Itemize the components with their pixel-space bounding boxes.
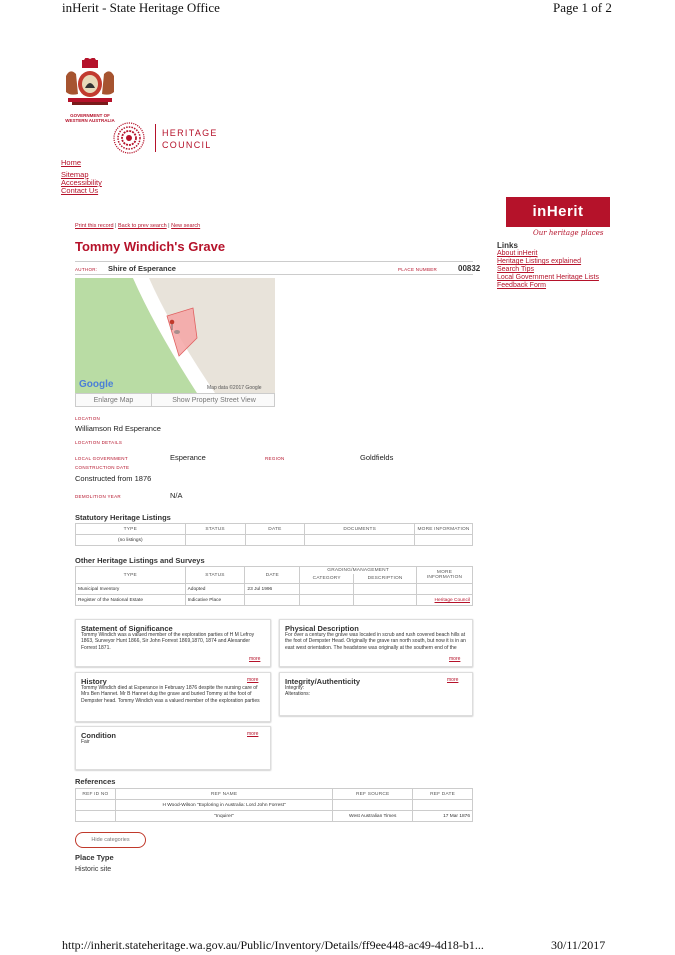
heritage-council-line1: HERITAGE	[162, 128, 218, 138]
location-value: Williamson Rd Esperance	[75, 424, 161, 433]
links-title: Links	[497, 241, 518, 250]
physical-title: Physical Description	[285, 624, 359, 633]
significance-more-link[interactable]: more	[249, 656, 261, 662]
ref-row-date	[413, 800, 473, 811]
heritage-council-divider	[155, 124, 156, 152]
other-row-description	[354, 584, 417, 595]
nav-contact-us[interactable]: Contact Us	[61, 186, 99, 195]
other-row-status: Indicative Place	[185, 595, 245, 606]
table-row	[76, 584, 473, 595]
enlarge-map-button[interactable]: Enlarge Map	[76, 394, 152, 407]
location-label: LOCATION	[75, 416, 101, 421]
other-row-date: 23 Jul 1996	[245, 584, 300, 595]
other-listings-table	[75, 566, 473, 606]
statutory-col-date: DATE	[245, 524, 305, 535]
author-label: AUTHOR:	[75, 267, 98, 272]
ref-col-date: REF DATE	[413, 789, 473, 800]
significance-title: Statement of Significance	[81, 624, 173, 633]
ref-row-id	[76, 800, 116, 811]
heritage-sunburst-icon	[105, 120, 151, 156]
ref-row-name: "Inquirer"	[115, 811, 332, 822]
ref-col-source: REF SOURCE	[333, 789, 413, 800]
integrity-card	[279, 672, 473, 716]
ref-row-source	[333, 800, 413, 811]
other-row-more	[417, 584, 473, 595]
place-number-value: 00832	[458, 264, 481, 273]
map-attribution[interactable]: Map data ©2017 Google	[207, 385, 262, 391]
other-col-category: CATEGORY	[300, 574, 354, 583]
physical-card	[279, 619, 473, 667]
table-row	[76, 800, 473, 811]
record-actions	[75, 223, 200, 229]
link-heritage-listings-explained[interactable]: Heritage Listings explained	[497, 258, 582, 266]
ref-col-id: REF ID NO	[76, 789, 116, 800]
heritage-council-line2: COUNCIL	[162, 140, 212, 150]
place-type-value: Historic site	[75, 866, 112, 873]
author-bar	[75, 261, 481, 275]
integrity-label: Integrity:	[285, 685, 305, 691]
construction-date-label: CONSTRUCTION DATE	[75, 465, 130, 470]
statutory-col-documents: DOCUMENTS	[305, 524, 415, 535]
history-text: Tommy Windich died at Esperance in February 1876 despite the nursing care of Mrs Ben Hannet. Mr B Hannet dug the grave and buried Tommy at the foot of Dempster head. Tommy Windich was a valued member of the exploration parties	[81, 685, 260, 704]
location-details-label: LOCATION DETAILS	[75, 440, 123, 445]
other-row-type: Register of the National Estate	[76, 595, 186, 606]
print-record-link[interactable]: Print this record	[75, 223, 114, 229]
alterations-label: Alterations:	[285, 691, 311, 698]
integrity-body	[285, 685, 467, 698]
ref-row-id	[76, 811, 116, 822]
physical-more-link[interactable]: more	[449, 656, 461, 662]
inherit-logo-tagline: Our heritage places	[533, 229, 604, 237]
map-panel[interactable]	[75, 278, 275, 393]
ref-row-name: H Wood-Wilson "Exploring in Australia: Lord John Forrest"	[115, 800, 332, 811]
region-value: Goldfields	[360, 453, 394, 462]
link-local-government-lists[interactable]: Local Government Heritage Lists	[497, 274, 599, 282]
action-separator: |	[168, 223, 170, 229]
statutory-col-more: MORE INFORMATION	[415, 524, 473, 535]
other-col-description: DESCRIPTION	[354, 574, 417, 583]
gov-logo-line1: GOVERNMENT OF	[70, 113, 110, 118]
other-col-status: STATUS	[185, 567, 245, 584]
integrity-more-link[interactable]: more	[447, 677, 459, 683]
print-footer-date: 30/11/2017	[551, 938, 606, 952]
other-col-more: MORE INFORMATION	[417, 567, 473, 584]
statutory-empty-cell: (no listings)	[76, 535, 186, 546]
history-more-link[interactable]: more	[247, 677, 259, 683]
ref-row-source: West Australian Times	[333, 811, 413, 822]
other-col-type: TYPE	[76, 567, 186, 584]
map-controls	[75, 393, 275, 407]
inherit-logo-name: inHerit	[532, 203, 584, 220]
condition-card	[75, 726, 271, 770]
statutory-col-type: TYPE	[76, 524, 186, 535]
back-to-search-link[interactable]: Back to prev search	[118, 223, 167, 229]
other-row-category	[300, 584, 354, 595]
heritage-council-link[interactable]: Heritage Council	[434, 597, 470, 603]
other-row-category	[300, 595, 354, 606]
google-logo: Google	[79, 379, 114, 390]
new-search-link[interactable]: New search	[171, 223, 201, 229]
place-type-title: Place Type	[75, 853, 114, 862]
table-row	[76, 595, 473, 606]
links-sidebar	[497, 242, 599, 291]
history-card	[75, 672, 271, 722]
print-header-title: inHerit - State Heritage Office	[62, 0, 220, 15]
integrity-title: Integrity/Authenticity	[285, 677, 361, 686]
author-value: Shire of Esperance	[108, 264, 176, 273]
statutory-listings-title: Statutory Heritage Listings	[75, 513, 171, 522]
heritage-council-logo	[105, 120, 235, 160]
print-header-page: Page 1 of 2	[553, 0, 612, 15]
demolition-year-label: DEMOLITION YEAR	[75, 494, 121, 499]
other-col-grading: GRADING/MANAGEMENT	[300, 567, 417, 575]
government-crest-logo	[60, 58, 120, 123]
local-government-value: Esperance	[170, 453, 206, 462]
print-footer-url: http://inherit.stateheritage.wa.gov.au/Public/Inventory/Details/ff9ee448-ac49-4d18-b1...	[62, 938, 484, 952]
left-nav	[61, 159, 102, 195]
other-col-date: DATE	[245, 567, 300, 584]
inherit-logo-badge	[506, 197, 610, 227]
physical-text: For over a century the grave was located in scrub and rush covered beach hills at the foot of Dempster Head. Originally the grave ran north south, but now it is in an east west orientation. The headstone was originally at the southern end of the	[285, 632, 466, 651]
link-search-tips[interactable]: Search Tips	[497, 266, 534, 274]
place-number-label: PLACE NUMBER	[398, 267, 438, 272]
statutory-col-status: STATUS	[185, 524, 245, 535]
link-feedback-form[interactable]: Feedback Form	[497, 282, 547, 290]
significance-text: Tommy Windich was a valued member of the exploration parties of H M Lefroy 1863, Surveyor Hunt 1866, Sir John Forrest 1869,1870, 1874 and Alexander Forrest 1871.	[81, 632, 255, 651]
street-view-button[interactable]: Show Property Street View	[172, 397, 256, 404]
link-about-inherit[interactable]: About inHerit	[497, 250, 538, 258]
other-listings-title: Other Heritage Listings and Surveys	[75, 556, 205, 565]
condition-value: Fair	[81, 739, 90, 745]
map-canvas	[75, 278, 275, 393]
table-row	[76, 811, 473, 822]
local-government-label: LOCAL GOVERNMENT	[75, 456, 128, 461]
nav-sitemap[interactable]: Sitemap	[61, 170, 89, 179]
statutory-listings-table	[75, 523, 473, 546]
nav-accessibility[interactable]: Accessibility	[61, 178, 102, 187]
other-row-type: Municipal Inventory	[76, 584, 186, 595]
construction-date-value: Constructed from 1876	[75, 474, 152, 483]
references-table	[75, 788, 473, 822]
other-row-status: Adopted	[185, 584, 245, 595]
page-title: Tommy Windich's Grave	[75, 239, 226, 254]
table-row	[76, 535, 473, 546]
crest-icon	[60, 58, 120, 108]
condition-more-link[interactable]: more	[247, 731, 259, 737]
region-label: REGION	[265, 456, 285, 461]
gov-logo-line2: WESTERN AUSTRALIA	[65, 118, 115, 123]
ref-col-name: REF NAME	[115, 789, 332, 800]
nav-home[interactable]: Home	[61, 158, 82, 167]
other-row-date	[245, 595, 300, 606]
condition-title: Condition	[81, 731, 116, 740]
hide-categories-button[interactable]: Hide categories	[75, 832, 146, 848]
ref-row-date: 17 Mar 1876	[413, 811, 473, 822]
demolition-year-value: N/A	[170, 491, 183, 500]
other-row-description	[354, 595, 417, 606]
references-title: References	[75, 777, 116, 786]
action-separator: |	[115, 223, 117, 229]
significance-card	[75, 619, 271, 667]
history-title: History	[81, 677, 107, 686]
inherit-logo[interactable]	[506, 197, 610, 242]
